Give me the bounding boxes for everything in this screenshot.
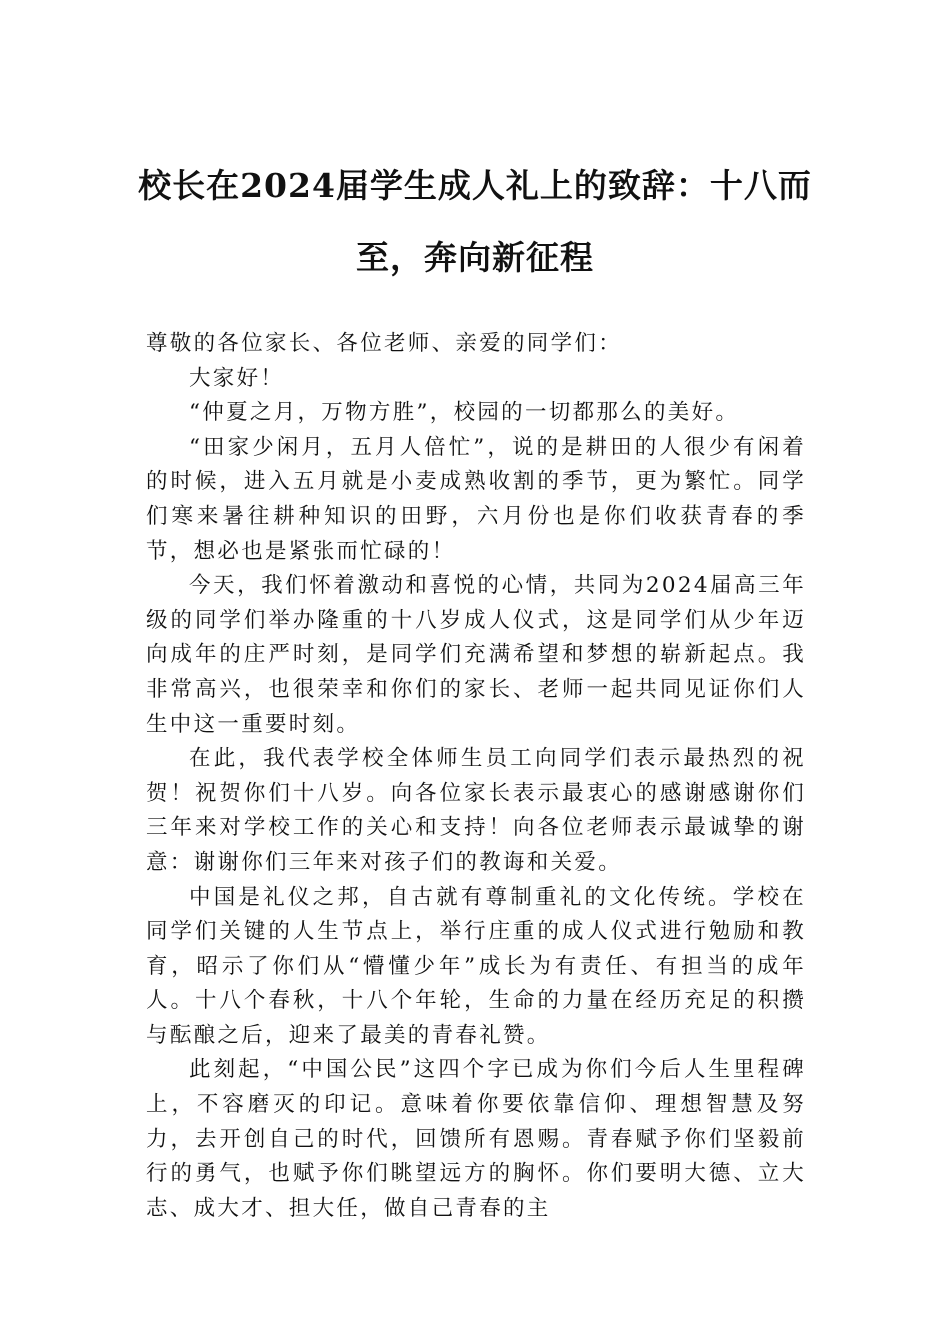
document-body bbox=[146, 327, 806, 1226]
paragraph: 此刻起，“中国公民”这四个字已成为你们今后人生里程碑上，不容磨灭的印记。意味着你要依靠信仰、理想智慧及努力，去开创自己的时代，回馈所有恩赐。青春赋予你们坚毅前行的勇气，也赋予你们眺望远方的胸怀。你们要明大德、立大志、成大才、担大任，做自己青春的主 bbox=[146, 1057, 806, 1221]
salutation: 尊敬的各位家长、各位老师、亲爱的同学们： bbox=[146, 331, 623, 356]
paragraph-greeting: 大家好！ bbox=[189, 365, 285, 391]
paragraph: 中国是礼仪之邦，自古就有尊制重礼的文化传统。学校在同学们关键的人生节点上，举行庄重的成人仪式进行勉励和教育，昭示了你们从“懵懂少年”成长为有责任、有担当的成年人。十八个春秋，十八个年轮，生命的力量在经历充足的积攒与酝酿之后，迎来了最美的青春礼赞。 bbox=[146, 884, 806, 1048]
paragraph: 今天，我们怀着激动和喜悦的心情，共同为2024届高三年级的同学们举办隆重的十八岁成人仪式，这是同学们从少年迈向成年的庄严时刻，是同学们充满希望和梦想的崭新起点。我非常高兴，也很荣幸和你们的家长、老师一起共同见证你们人生中这一重要时刻。 bbox=[146, 573, 806, 737]
paragraph: “仲夏之月，万物方胜”，校园的一切都那么的美好。 bbox=[189, 400, 740, 426]
paragraph: 在此，我代表学校全体师生员工向同学们表示最热烈的祝贺！祝贺你们十八岁。向各位家长表示最衷心的感谢感谢你们三年来对学校工作的关心和支持！向各位老师表示最诚挚的谢意：谢谢你们三年来对孩子们的教诲和关爱。 bbox=[146, 746, 806, 875]
paragraph: “田家少闲月，五月人倍忙”，说的是耕田的人很少有闲着的时候，进入五月就是小麦成熟收割的季节，更为繁忙。同学们寒来暑往耕种知识的田野，六月份也是你们收获青春的季节，想必也是紧张而忙碌的！ bbox=[146, 434, 806, 564]
document-title: 校长在2024届学生成人礼上的致辞：十八而至，奔向新征程 bbox=[138, 166, 812, 277]
